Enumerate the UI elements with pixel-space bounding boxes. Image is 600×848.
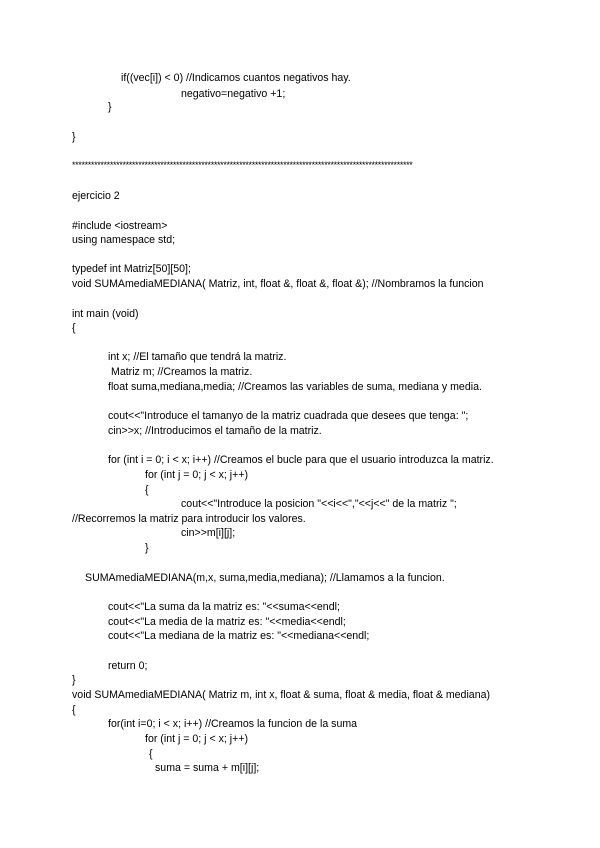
code-line: cin>>m[i][j]; (181, 527, 236, 539)
code-line: return 0; (108, 660, 148, 672)
code-line: cout<<"Introduce el tamanyo de la matriz cuadrada que desees que tenga: "; (108, 410, 469, 422)
code-line: } (145, 542, 149, 554)
code-line: { (145, 484, 149, 496)
code-line: for (int j = 0; j < x; j++) (145, 733, 249, 745)
separator-line: ************************************************************************************************************ (72, 160, 413, 170)
code-line: int x; //El tamaño que tendrá la matriz. (108, 351, 287, 363)
code-line: for(int i=0; i < x; i++) //Creamos la funcion de la suma (108, 718, 358, 730)
code-line: typedef int Matriz[50][50]; (72, 263, 191, 275)
code-line: cin>>x; //Introducimos el tamaño de la matriz. (108, 425, 322, 437)
code-line: { (72, 322, 76, 334)
code-line: negativo=negativo +1; (181, 88, 286, 100)
code-line: #include <iostream> (72, 220, 168, 232)
section-heading: ejercicio 2 (72, 190, 120, 202)
code-line: { (149, 748, 153, 760)
code-line: if((vec[i]) < 0) //Indicamos cuantos negativos hay. (121, 72, 351, 84)
code-line: using namespace std; (72, 234, 176, 246)
code-line: for (int i = 0; i < x; i++) //Creamos el bucle para que el usuario introduzca la matriz. (108, 454, 494, 466)
code-line: cout<<"La mediana de la matriz es: "<<mediana<<endl; (108, 630, 370, 642)
code-line: void SUMAmediaMEDIANA( Matriz, int, float &, float &, float &); //Nombramos la funcion (72, 278, 484, 290)
code-line: cout<<"La media de la matriz es: "<<media<<endl; (108, 616, 346, 628)
code-line: } (72, 674, 76, 686)
code-line: cout<<"La suma da la matriz es: "<<suma<<endl; (108, 601, 340, 613)
code-line: int main (void) (72, 308, 139, 320)
code-line: } (108, 101, 112, 113)
code-line: SUMAmediaMEDIANA(m,x, suma,media,mediana); //Llamamos a la funcion. (85, 572, 445, 584)
code-line: Matriz m; //Creamos la matriz. (111, 366, 253, 378)
code-line: float suma,mediana,media; //Creamos las variables de suma, mediana y media. (108, 381, 482, 393)
code-line: suma = suma + m[i][j]; (155, 762, 260, 774)
code-line: //Recorremos la matriz para introducir los valores. (72, 513, 306, 525)
code-line: cout<<"Introduce la posicion "<<i<<","<<j<<" de la matriz "; (181, 498, 457, 510)
code-line: void SUMAmediaMEDIANA( Matriz m, int x, float & suma, float & media, float & mediana) (72, 689, 491, 701)
code-line: for (int j = 0; j < x; j++) (145, 469, 249, 481)
code-line: } (72, 131, 76, 143)
code-line: { (72, 704, 76, 716)
